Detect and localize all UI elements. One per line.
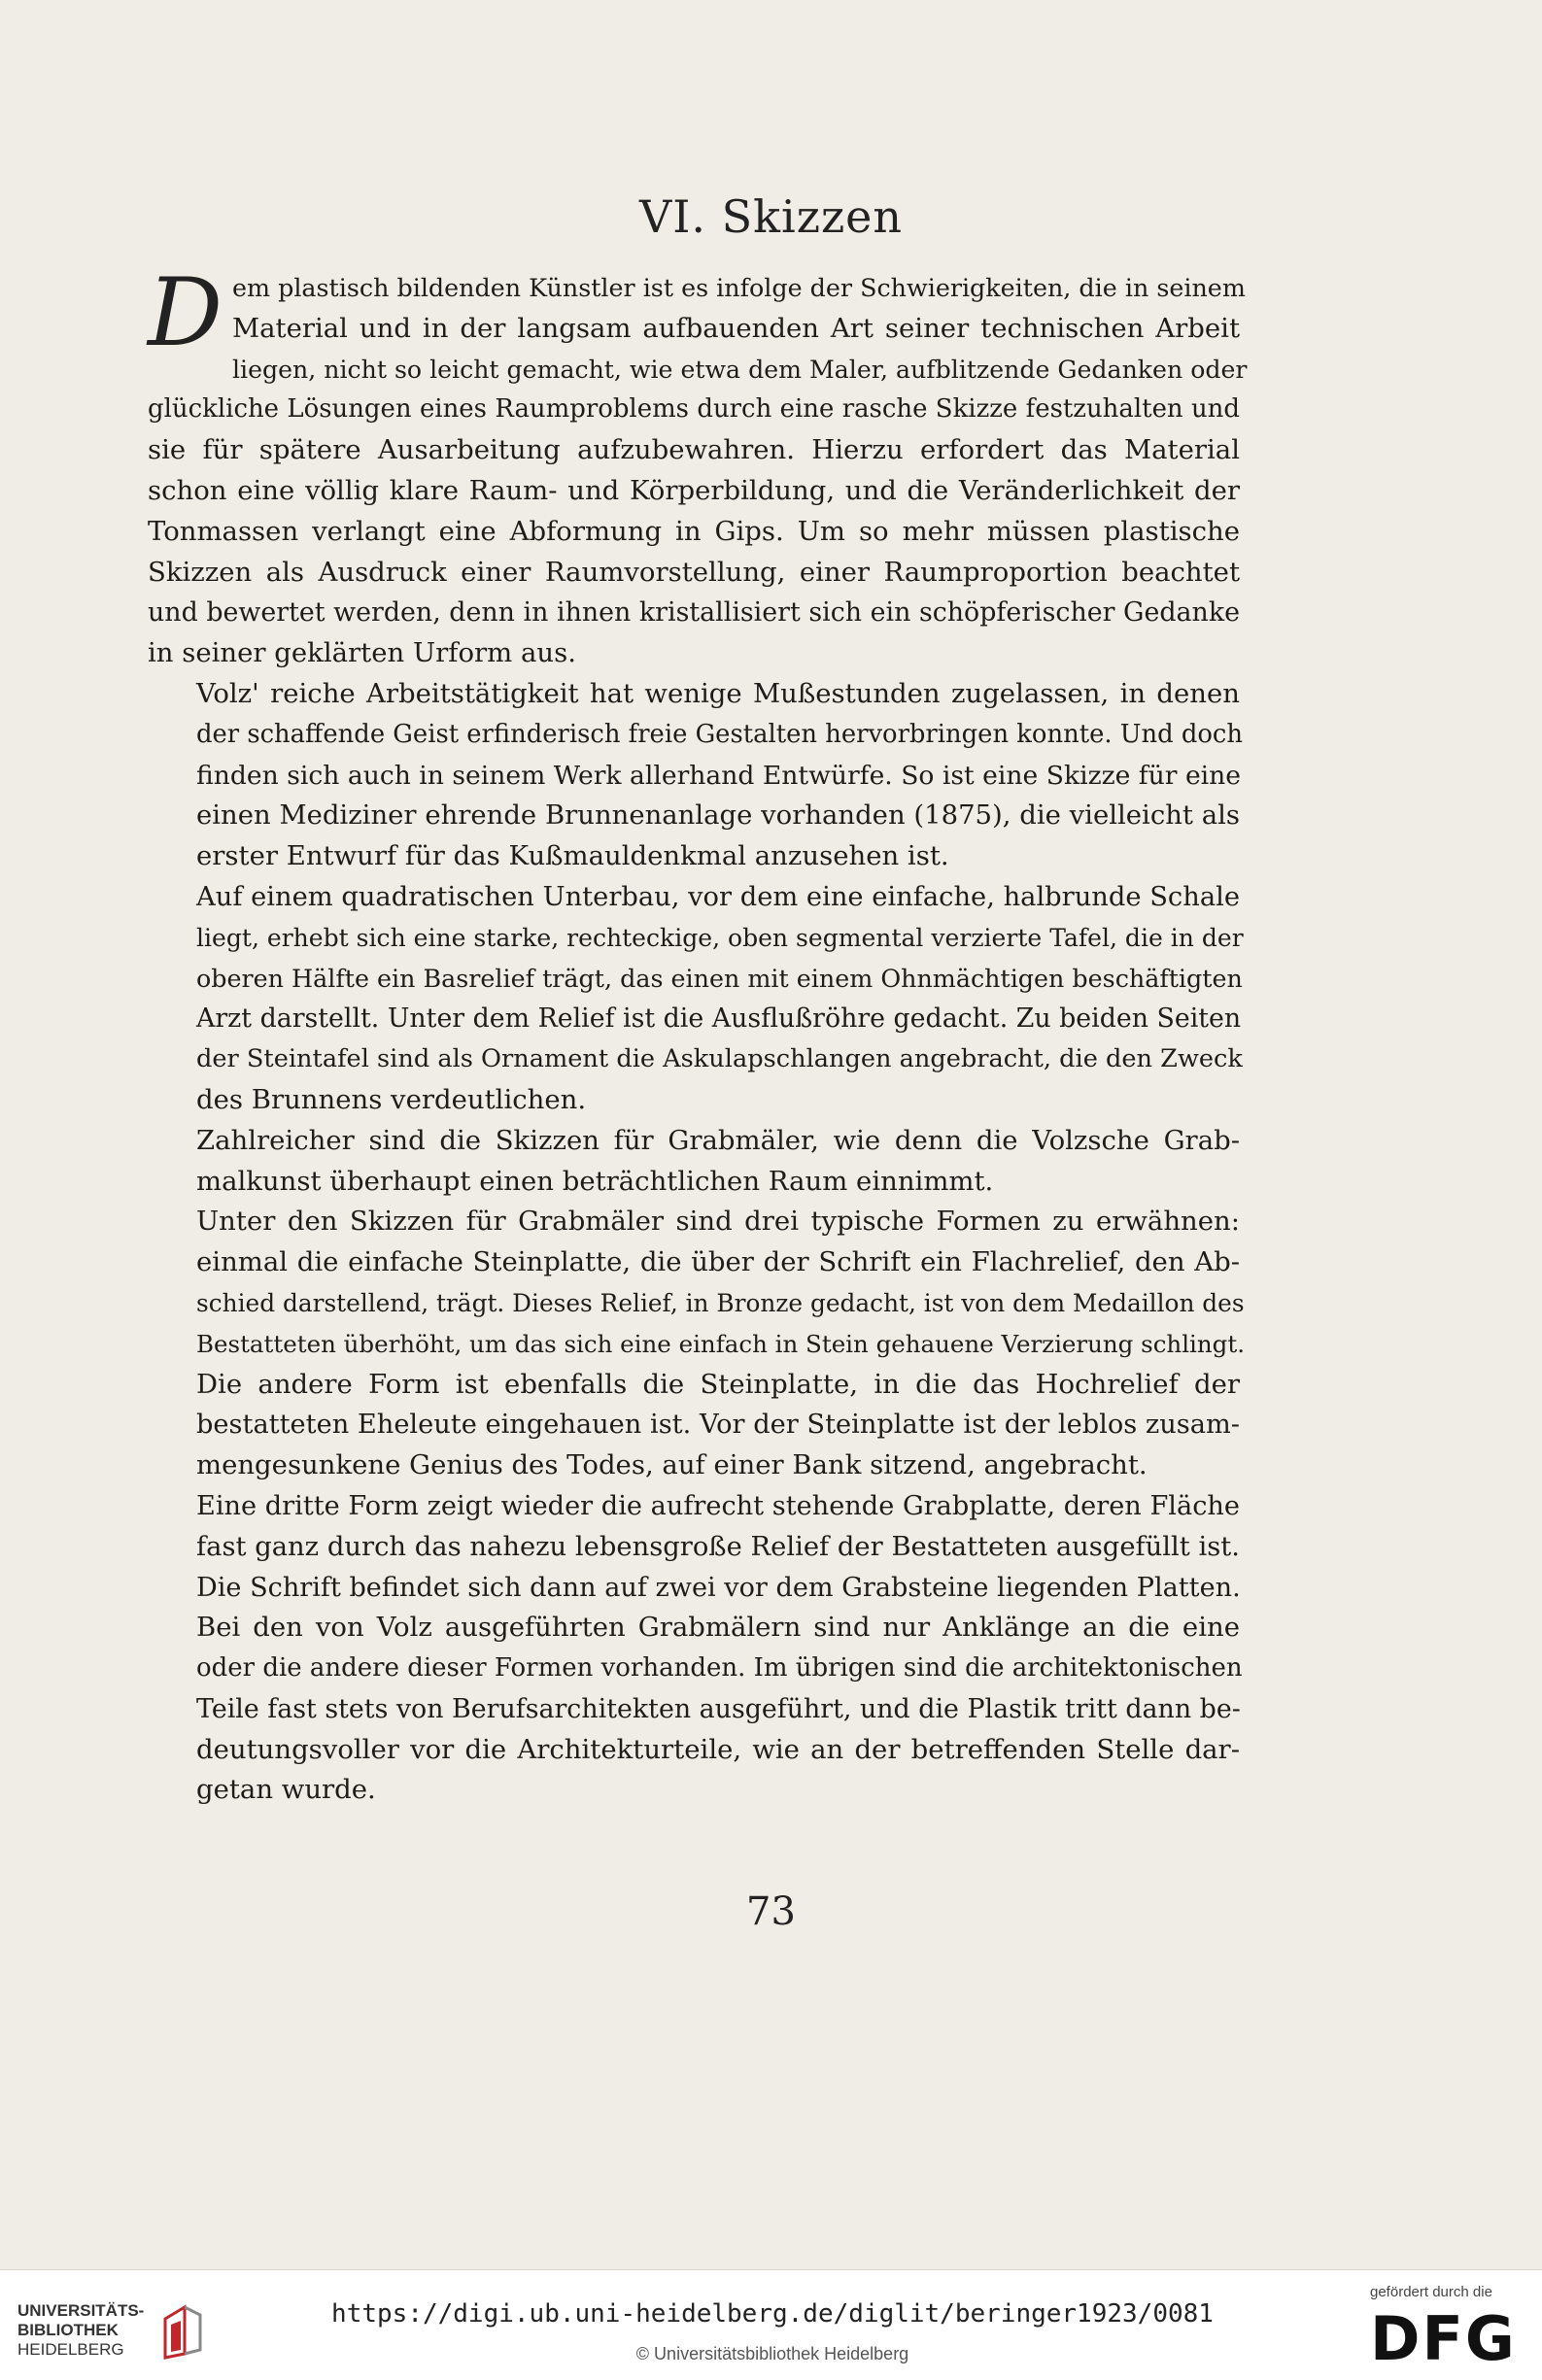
- text-line: Auf einem quadratischen Unterbau, vor dem eine einfache, halbrunde Schale: [196, 881, 1241, 912]
- text-line: deutungsvoller vor die Architekturteile, wie an der betreffenden Stelle dar-: [196, 1733, 1240, 1765]
- text-line: finden sich auch in seinem Werk allerhand Entwürfe. So ist eine Skizze für eine: [196, 760, 1242, 791]
- permalink-url[interactable]: https://digi.ub.uni-heidelberg.de/diglit/beringer1923/0081: [331, 2299, 1214, 2329]
- text-line: Die Schrift befindet sich dann auf zwei vor dem Grabsteine liegenden Platten.: [196, 1572, 1241, 1603]
- text-line: der Steintafel sind als Ornament die Askulapschlangen angebracht, die den Zweck: [196, 1044, 1243, 1074]
- body-text: [148, 258, 1248, 1811]
- paragraph: [148, 1365, 1240, 1486]
- text-line: Unter den Skizzen für Grabmäler sind drei typische Formen zu erwähnen:: [196, 1206, 1240, 1238]
- library-name: [17, 2301, 144, 2360]
- library-name-line-1: UNIVERSITÄTS-: [17, 2301, 145, 2320]
- text-line: Volz' reiche Arbeitstätigkeit hat wenige Mußestunden zugelassen, in denen: [196, 677, 1240, 709]
- text-line: der schaffende Geist erfinderisch freie Gestalten hervorbringen konnte. Und doch: [196, 719, 1244, 749]
- text-line: liegt, erhebt sich eine starke, rechteckige, oben segmental verzierte Tafel, die in der: [196, 923, 1244, 952]
- funder-label: gefördert durch die: [1370, 2284, 1492, 2300]
- paragraph: [148, 674, 1244, 877]
- text-line: Bestatteten überhöht, um das sich eine einfach in Stein gehauene Verzierung schlingt.: [196, 1329, 1245, 1358]
- paragraph: [148, 877, 1244, 1121]
- text-line: oder die andere dieser Formen vorhanden. Im übrigen sind die architektonischen: [196, 1653, 1243, 1683]
- text-line: Tonmassen verlangt eine Abformung in Gips. Um so mehr müssen plastische: [148, 515, 1240, 547]
- text-line: Skizzen als Ausdruck einer Raumvorstellung, einer Raumproportion beachtet: [148, 556, 1240, 588]
- dfg-wordmark: DFG: [1370, 2303, 1517, 2374]
- text-line: liegen, nicht so leicht gemacht, wie etwa dem Maler, aufblitzende Gedanken oder: [231, 355, 1248, 384]
- text-line: bestatteten Eheleute eingehauen ist. Vor der Steinplatte ist der leblos zusam-: [196, 1410, 1240, 1441]
- viewer-footer: [0, 2269, 1542, 2380]
- text-line: sie für spätere Ausarbeitung aufzubewahren. Hierzu erfordert das Material: [148, 434, 1240, 466]
- text-line: des Brunnens verdeutlichen.: [196, 1083, 587, 1115]
- text-line: em plastisch bildenden Künstler ist es infolge der Schwierigkeiten, die in seinem: [231, 273, 1246, 302]
- text-line: Zahlreicher sind die Skizzen für Grabmäler, wie denn die Volzsche Grab-: [196, 1124, 1240, 1156]
- text-line: einen Mediziner ehrende Brunnenanlage vorhanden (1875), die vielleicht als: [196, 800, 1240, 832]
- library-name-line-2: BIBLIOTHEK: [17, 2321, 119, 2339]
- text-line: Die andere Form ist ebenfalls die Steinplatte, in die das Hochrelief der: [196, 1368, 1240, 1400]
- text-line: Bei den von Volz ausgeführten Grabmälern sind nur Anklänge an die eine: [196, 1612, 1240, 1644]
- chapter-heading: VI. Skizzen: [638, 190, 904, 243]
- paragraph: [148, 258, 1248, 674]
- text-line: erster Entwurf für das Kußmauldenkmal anzusehen ist.: [196, 840, 949, 872]
- text-line: in seiner geklärten Urform aus.: [148, 637, 576, 669]
- paragraph: [148, 1202, 1245, 1364]
- text-line: schied darstellend, trägt. Dieses Relief, in Bronze gedacht, ist von dem Medaillon des: [196, 1288, 1245, 1317]
- page-number: 73: [746, 1889, 796, 1934]
- library-logo[interactable]: [17, 2301, 212, 2360]
- text-line: getan wurde.: [196, 1774, 376, 1806]
- text-line: Teile fast stets von Berufsarchitekten ausgeführt, und die Plastik tritt dann be-: [196, 1693, 1241, 1724]
- drop-cap: D: [148, 258, 223, 367]
- text-line: Material und in der langsam aufbauenden Art seiner technischen Arbeit: [231, 312, 1240, 344]
- text-line: Eine dritte Form zeigt wieder die aufrecht stehende Grabplatte, deren Fläche: [196, 1490, 1240, 1521]
- paragraph: [148, 1608, 1243, 1811]
- text-line: und bewertet werden, denn in ihnen kristallisiert sich ein schöpferischer Gedanke: [148, 597, 1240, 629]
- text-line: schon eine völlig klare Raum- und Körperbildung, und die Veränderlichkeit der: [148, 474, 1240, 506]
- copyright-notice: © Universitätsbibliothek Heidelberg: [635, 2344, 909, 2363]
- text-line: malkunst überhaupt einen beträchtlichen Raum einnimmt.: [196, 1165, 994, 1197]
- text-line: oberen Hälfte ein Basrelief trägt, das einen mit einem Ohnmächtigen beschäftigten: [196, 963, 1243, 993]
- library-emblem-icon: [161, 2301, 204, 2360]
- paragraph: [148, 1486, 1240, 1608]
- library-city: HEIDELBERG: [17, 2340, 124, 2359]
- paragraph: [148, 1121, 1240, 1203]
- text-line: glückliche Lösungen eines Raumproblems durch eine rasche Skizze festzuhalten und: [148, 394, 1240, 425]
- text-line: fast ganz durch das nahezu lebensgroße Relief der Bestatteten ausgefüllt ist.: [196, 1531, 1240, 1562]
- text-line: Arzt darstellt. Unter dem Relief ist die Ausflußröhre gedacht. Zu beiden Seiten: [196, 1003, 1242, 1035]
- text-line: einmal die einfache Steinplatte, die über der Schrift ein Flachrelief, den Ab-: [196, 1246, 1240, 1278]
- dfg-logo[interactable]: [1370, 2284, 1525, 2373]
- text-line: mengesunkene Genius des Todes, auf einer Bank sitzend, angebracht.: [196, 1449, 1148, 1481]
